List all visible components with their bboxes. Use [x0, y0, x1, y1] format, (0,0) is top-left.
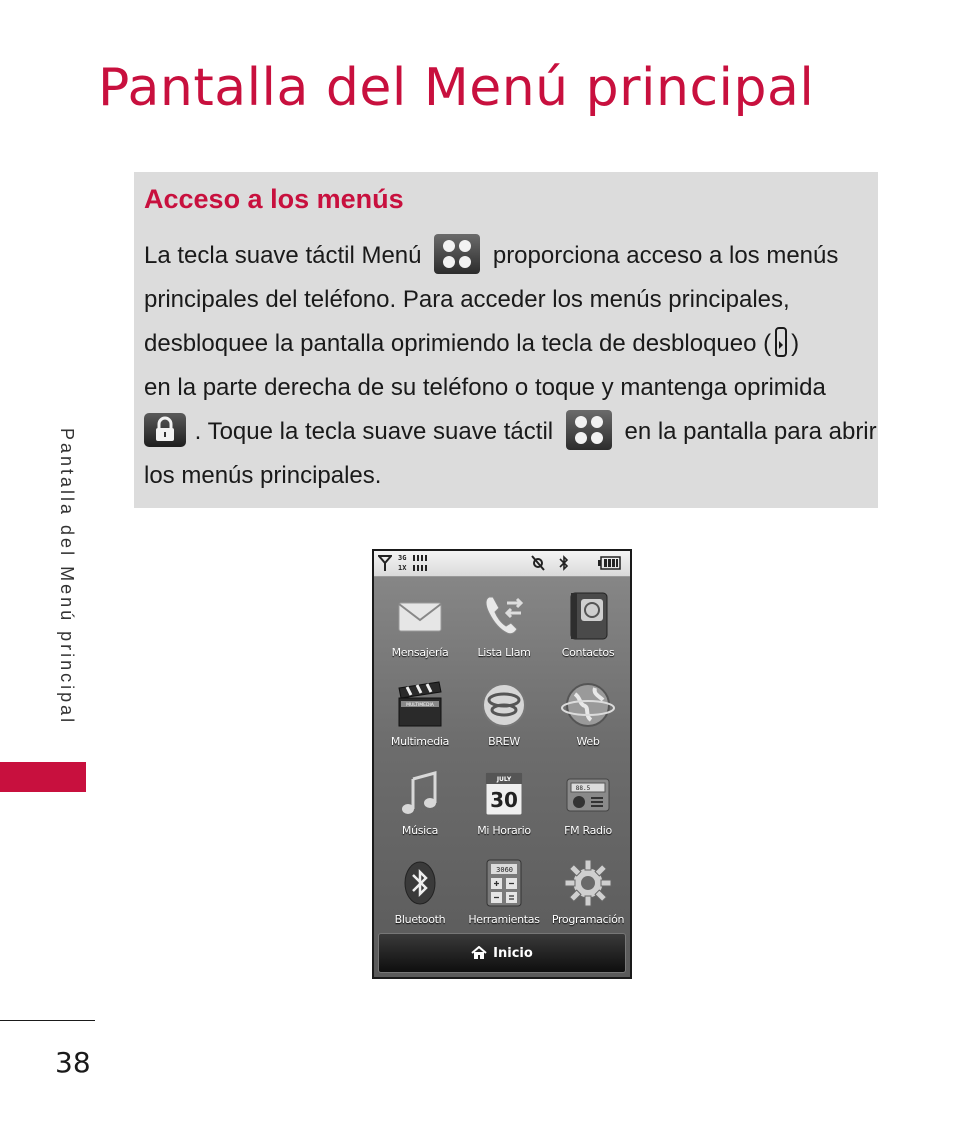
- network-3g-label: 3G: [398, 554, 407, 562]
- app-label: FM Radio: [564, 824, 612, 837]
- paragraph-line: [144, 410, 877, 454]
- globe-icon: [561, 678, 615, 732]
- instructions-paragraph: [144, 234, 877, 498]
- side-tab-marker: [0, 762, 86, 792]
- app-label: Mi Horario: [477, 824, 531, 837]
- app-lista-llam[interactable]: [462, 583, 546, 672]
- network-1x-label: 1X: [398, 564, 407, 572]
- paragraph-line: [144, 234, 869, 278]
- page-number: 38: [55, 1046, 91, 1079]
- calculator-icon: [477, 856, 531, 910]
- app-grid: [378, 583, 630, 939]
- app-label: Bluetooth: [394, 913, 446, 926]
- app-herramientas[interactable]: [462, 850, 546, 939]
- status-bar: [374, 551, 630, 577]
- bluetooth-icon: [393, 856, 447, 910]
- clapperboard-icon: [393, 678, 447, 732]
- info-box: [134, 172, 878, 508]
- calculator-display-text: 3060: [496, 866, 513, 874]
- app-contactos[interactable]: [546, 583, 630, 672]
- battery-icon: [598, 554, 622, 572]
- footer-rule: [0, 1020, 95, 1021]
- bluetooth-status-icon: [558, 554, 570, 572]
- paragraph-line: principales del teléfono. Para acceder los menús principales,: [144, 286, 790, 313]
- app-label: Música: [401, 824, 439, 837]
- gear-icon: [561, 856, 615, 910]
- phone-screenshot: [372, 549, 632, 979]
- call-list-icon: [477, 589, 531, 643]
- app-musica[interactable]: [378, 761, 462, 850]
- app-label: Lista Llam: [477, 646, 531, 659]
- text-run: proporciona acceso a los menús: [492, 242, 839, 269]
- app-label: Contactos: [561, 646, 615, 659]
- app-web[interactable]: [546, 672, 630, 761]
- paragraph-line: [144, 322, 869, 366]
- brew-icon: [477, 678, 531, 732]
- menu-key-icon: [566, 410, 612, 450]
- text-run: La tecla suave táctil Menú: [144, 242, 422, 269]
- contacts-book-icon: [561, 589, 615, 643]
- home-button[interactable]: [378, 933, 626, 973]
- menu-key-icon: [434, 234, 480, 274]
- calendar-month-text: JULY: [496, 776, 512, 783]
- app-mensajeria[interactable]: [378, 583, 462, 672]
- unlock-key-icon: [775, 327, 787, 357]
- text-run: desbloquee la pantalla oprimiendo la tecla de desbloqueo (: [144, 330, 772, 357]
- text-run: . Toque la tecla suave suave táctil: [194, 418, 554, 445]
- side-tab-label: Pantalla del Menú principal: [57, 428, 77, 726]
- text-run: ): [791, 330, 800, 357]
- calendar-day-text: 30: [490, 788, 518, 812]
- section-heading: Acceso a los menús: [144, 184, 404, 214]
- no-gps-icon: [530, 554, 546, 572]
- app-label: Mensajería: [391, 646, 449, 659]
- signal-bars-icon: [412, 554, 432, 574]
- app-brew[interactable]: [462, 672, 546, 761]
- text-run: en la pantalla para abrir: [624, 418, 877, 445]
- app-label: BREW: [488, 735, 520, 748]
- app-label: Programación: [551, 913, 625, 926]
- app-bluetooth[interactable]: [378, 850, 462, 939]
- app-label: Multimedia: [390, 735, 450, 748]
- app-label: Web: [576, 735, 600, 748]
- app-mi-horario[interactable]: [462, 761, 546, 850]
- paragraph-line: en la parte derecha de su teléfono o toque y mantenga oprimida: [144, 374, 826, 401]
- calendar-icon: [477, 767, 531, 821]
- app-programacion[interactable]: [546, 850, 630, 939]
- app-fm-radio[interactable]: [546, 761, 630, 850]
- radio-icon: [561, 767, 615, 821]
- home-label: Inicio: [493, 945, 533, 961]
- lock-icon: [144, 413, 186, 447]
- radio-frequency-text: 88.5: [575, 785, 591, 792]
- multimedia-icon-text: MULTIMEDIA: [406, 703, 434, 708]
- page-title: Pantalla del Menú principal: [98, 58, 815, 118]
- envelope-icon: [393, 589, 447, 643]
- app-multimedia[interactable]: [378, 672, 462, 761]
- app-label: Herramientas: [468, 913, 540, 926]
- music-note-icon: [393, 767, 447, 821]
- paragraph-line: los menús principales.: [144, 462, 382, 489]
- home-icon: [471, 946, 487, 960]
- signal-antenna-icon: [378, 554, 392, 572]
